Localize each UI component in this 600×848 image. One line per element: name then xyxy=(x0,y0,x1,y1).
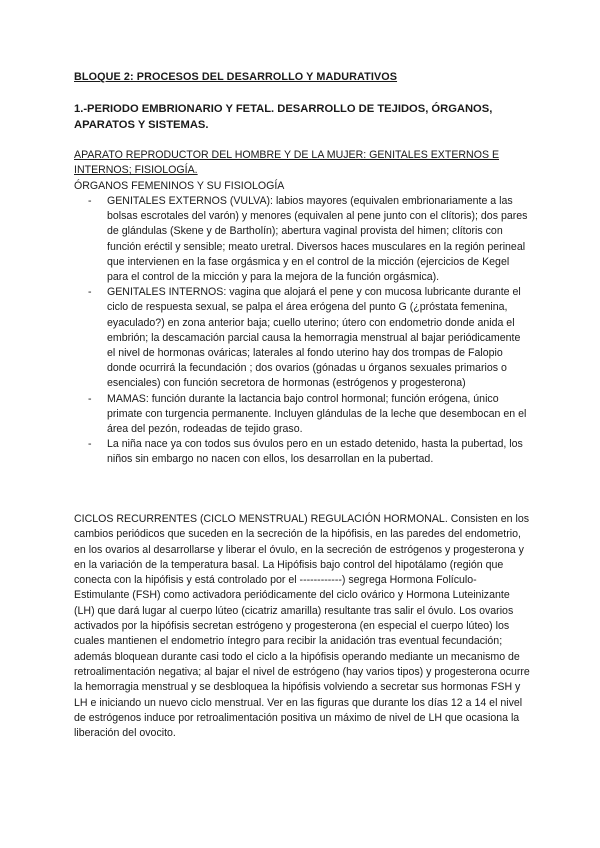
bullet-dash: - xyxy=(88,286,92,299)
section-title: 1.-PERIODO EMBRIONARIO Y FETAL. DESARROLLO DE TEJIDOS, ÓRGANOS, APARATOS Y SISTEMAS. xyxy=(74,103,493,131)
organs-list xyxy=(88,194,528,468)
list-item-external-genitals xyxy=(88,194,528,285)
list-item-text: La niña nace ya con todos sus óvulos pero en un estado detenido, hasta la pubertad, los niños sin embargo no nacen con ellos, los desarrollan en la pubertad. xyxy=(107,438,523,466)
list-item-text: GENITALES INTERNOS: vagina que alojará el pene y con mucosa lubricante durante el ciclo de respuesta sexual, se palpa el área erógena del punto G (¿próstata femenina, eyaculado?) en zona anterior baja; cuello uterino; útero con endometrio donde anida el embrión; la descamación parcial causa la hemorragia menstrual al bajar periódicamente el nivel de hormonas ováricas; laterales al fondo uterino hay dos trompas de Falopio donde ocurrirá la fecundación ; dos ovarios (gónadas u órganos sexuales primarios o esenciales) con función secretora de hormonas (estrógenos y progesterona) xyxy=(107,286,521,390)
sub-heading: APARATO REPRODUCTOR DEL HOMBRE Y DE LA MUJER: GENITALES EXTERNOS E INTERNOS; FISIOLOGÍA. xyxy=(74,149,500,176)
bullet-dash: - xyxy=(88,195,92,207)
block-title: BLOQUE 2: PROCESOS DEL DESARROLLO Y MADURATIVOS xyxy=(74,71,398,83)
list-item-text: GENITALES EXTERNOS (VULVA): labios mayores (equivalen embrionariamente a las bolsas escrotales del varón) y menores (equivalen al pene junto con el clítoris); dos pares de glándulas (Skene y de Bartholín); abertura vaginal provista del himen; clítoris con función eréctil y sensible; meato uretral. Diversos haces musculares en la región perineal que intervienen en la fase orgásmica y en el control de la micción (ejercicios de Kegel para el control de la micción y para la mejora de la función orgásmica). xyxy=(107,195,528,284)
list-item-internal-genitals xyxy=(88,285,528,391)
bullet-dash: - xyxy=(88,392,92,405)
organs-heading: ÓRGANOS FEMENINOS Y SU FISIOLOGÍA xyxy=(74,180,285,192)
list-item-text: MAMAS: función durante la lactancia bajo control hormonal; función erógena, único primate con turgencia permanente. Incluyen glándulas de la leche que desembocan en el área del pezón, rodeadas de tejido graso. xyxy=(107,392,527,436)
list-item-breasts xyxy=(88,392,528,438)
list-item-ova xyxy=(88,437,528,467)
bullet-dash: - xyxy=(88,438,92,451)
menstrual-cycle-paragraph: CICLOS RECURRENTES (CICLO MENSTRUAL) REGULACIÓN HORMONAL. Consisten en los cambios periódicos que suceden en la secreción de la hipófisis, en las paredes del endometrio, en los ovarios al desarrollarse y liberar el óvulo, en la secreción de estrógenos y progesterona y en la variación de la temperatura basal. La Hipófisis bajo control del hipotálamo (región que conecta con la hipófisis y está controlado por el ------------) segrega Hormona Folículo-Estimulante (FSH) como activadora periódicamente del ciclo ovárico y Hormona Luteinizante (LH) que dará lugar al cuerpo lúteo (cicatriz amarilla) resultante tras salir el óvulo. Los ovarios activados por la hipófisis secretan estrógeno y progesterona (en especial el cuerpo lúteo) los cuales mantienen el endometrio íntegro para recibir la anidación tras eventual fecundación; además bloquean durante casi todo el ciclo a la hipófisis operando mediante un mecanismo de retroalimentación negativa; al bajar el nivel de estrógeno (hay varios tipos) y progesterona ocurre la hemorragia menstrual y se desbloquea la hipófisis volviendo a secretar sus hormonas FSH y LH e iniciando un nuevo ciclo menstrual. Ver en las figuras que durante los días 12 a 14 el nivel de estrógenos induce por retroalimentación positiva un máximo de nivel de LH que ocasiona la liberación del ovocito. xyxy=(74,513,530,740)
